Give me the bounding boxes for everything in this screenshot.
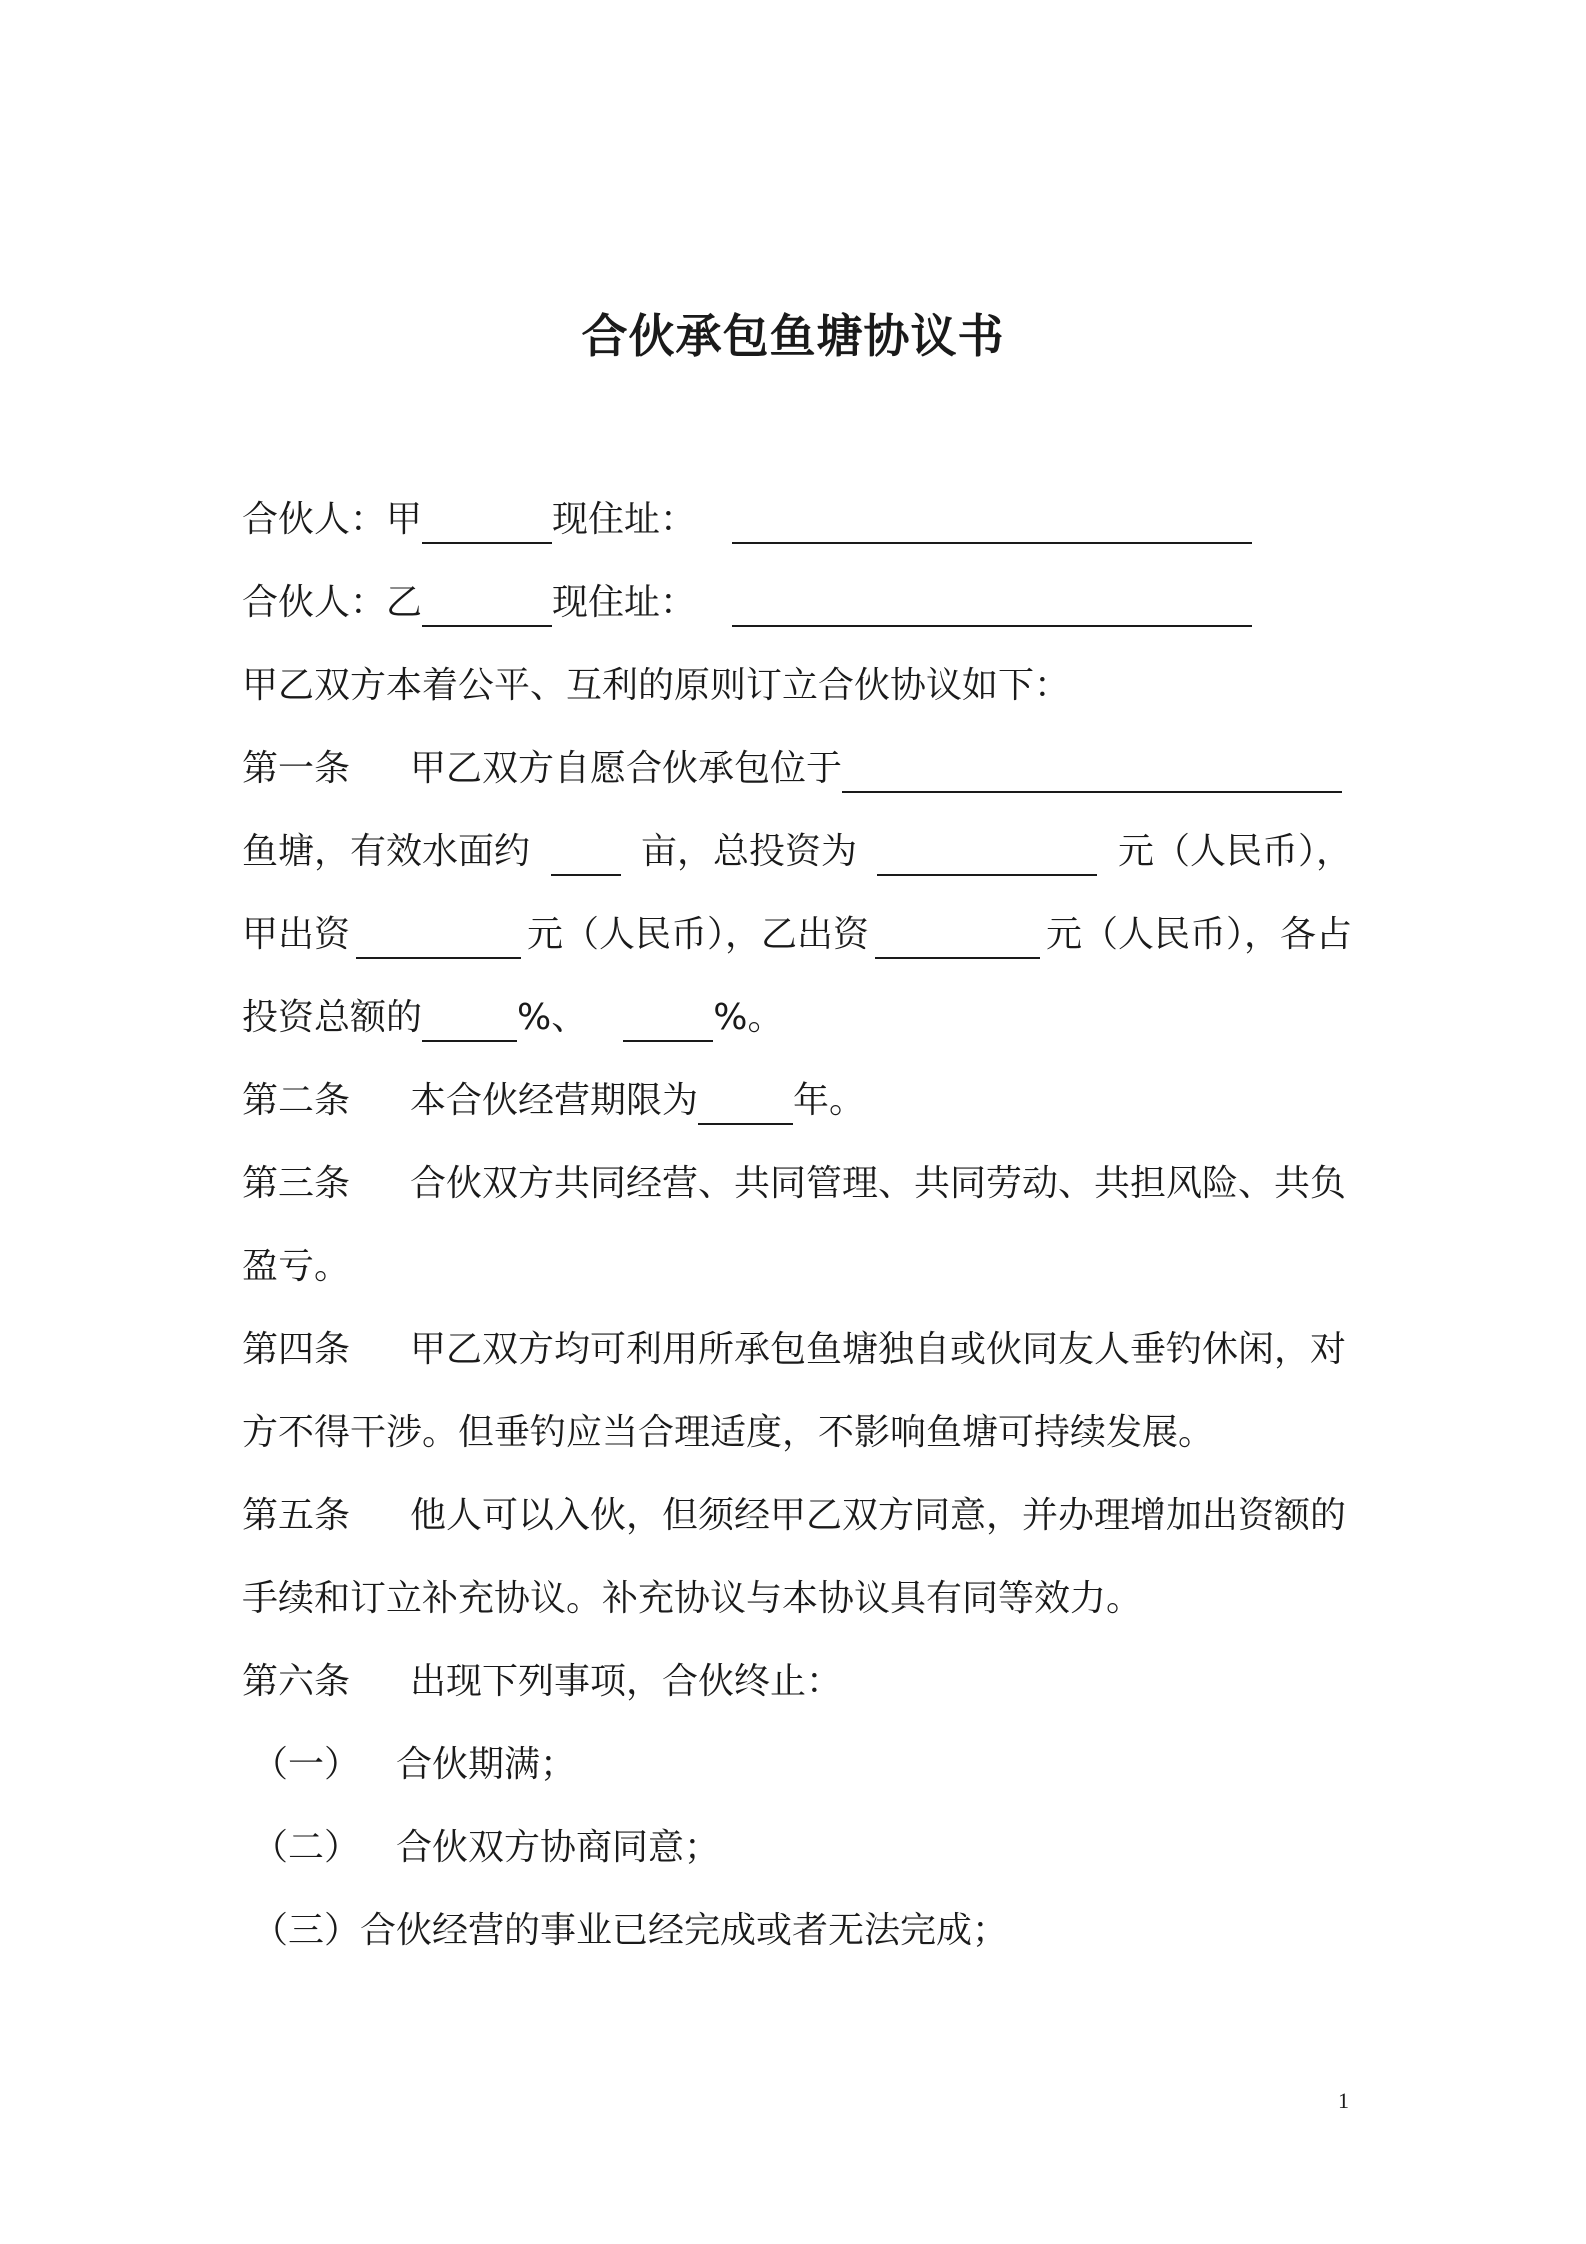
article-2 (242, 1071, 1352, 1154)
article-3-line-2 (242, 1237, 1352, 1320)
article-4-text-1: 甲乙双方均可利用所承包鱼塘独自或伙同友人垂钓休闲，对 (410, 1329, 1347, 1370)
preamble (242, 656, 1352, 739)
partner-a-line (242, 490, 1352, 573)
article-2-text-2: 年。 (793, 1080, 866, 1121)
article-4-text-2: 方不得干涉。但垂钓应当合理适度，不影响鱼塘可持续发展。 (242, 1412, 1215, 1453)
article-5-line-2 (242, 1569, 1352, 1652)
article-1-text-2c: 元（人民币）， (1117, 831, 1352, 872)
article-1-line-4 (242, 988, 1352, 1071)
article-4-heading: 第四条 (242, 1329, 351, 1370)
article-1-heading: 第一条 (242, 748, 351, 789)
preamble-text: 甲乙双方本着公平、互利的原则订立合伙协议如下： (242, 665, 1071, 706)
partner-a-name-blank (422, 490, 552, 544)
partner-a-address-blank (732, 490, 1252, 544)
article-6-heading: 第六条 (242, 1661, 351, 1702)
article-1-text-4b: %、 (517, 997, 588, 1038)
total-investment-blank (877, 822, 1097, 876)
list-item (242, 1735, 1352, 1818)
article-5-line-1 (242, 1486, 1352, 1569)
party-a-investment-blank (356, 905, 521, 959)
term-years-blank (698, 1071, 793, 1125)
list-item-number: （一） (252, 1744, 361, 1785)
article-1-line-1 (242, 739, 1352, 822)
location-blank (842, 739, 1342, 793)
partner-b-line (242, 573, 1352, 656)
article-1-text-2a: 鱼塘，有效水面约 (242, 831, 531, 872)
article-1-text-3b: 元（人民币），乙出资 (526, 914, 869, 955)
list-item-text: 合伙期满； (396, 1744, 577, 1785)
partner-a-label: 合伙人：甲 (242, 499, 423, 540)
article-5-heading: 第五条 (242, 1495, 351, 1536)
article-5-text-2: 手续和订立补充协议。补充协议与本协议具有同等效力。 (242, 1578, 1143, 1619)
article-4-line-1 (242, 1320, 1352, 1403)
article-3-text-2: 盈亏。 (242, 1246, 351, 1287)
partner-a-address-label: 现住址： (552, 499, 697, 540)
partner-b-address-label: 现住址： (552, 582, 697, 623)
list-item (242, 1901, 1352, 1984)
article-4-line-2 (242, 1403, 1352, 1486)
article-1-line-3 (242, 905, 1352, 988)
article-1-text-3a: 甲出资 (242, 914, 351, 955)
area-blank (551, 822, 621, 876)
article-1-text-4a: 投资总额的 (242, 997, 423, 1038)
article-1-text-3c: 元（人民币），各占 (1045, 914, 1352, 955)
article-5-text-1: 他人可以入伙，但须经甲乙双方同意，并办理增加出资额的 (410, 1495, 1347, 1536)
partner-b-name-blank (422, 573, 552, 627)
article-3-heading: 第三条 (242, 1163, 351, 1204)
article-6-line-1 (242, 1652, 1352, 1735)
list-item (242, 1818, 1352, 1901)
party-a-share-blank (422, 988, 517, 1042)
article-1-line-2 (242, 822, 1352, 905)
list-item-text: 合伙双方协商同意； (396, 1827, 721, 1868)
page-number: 1 (1338, 2088, 1349, 2113)
party-b-share-blank (623, 988, 713, 1042)
list-item-number: （二） (252, 1827, 361, 1868)
party-b-investment-blank (875, 905, 1040, 959)
page-title: 合伙承包鱼塘协议书 (581, 309, 1005, 363)
document-body (242, 490, 1352, 1984)
article-2-text-1: 本合伙经营期限为 (410, 1080, 699, 1121)
article-1-text-2b: 亩，总投资为 (640, 831, 857, 872)
article-3-text-1: 合伙双方共同经营、共同管理、共同劳动、共担风险、共负 (410, 1163, 1347, 1204)
article-2-heading: 第二条 (242, 1080, 351, 1121)
article-3-line-1 (242, 1154, 1352, 1237)
article-1-text-4c: %。 (713, 997, 784, 1038)
partner-b-label: 合伙人：乙 (242, 582, 423, 623)
list-item-number: （三） (252, 1910, 361, 1951)
article-1-text-1: 甲乙双方自愿合伙承包位于 (410, 748, 843, 789)
partner-b-address-blank (732, 573, 1252, 627)
list-item-text: 合伙经营的事业已经完成或者无法完成； (360, 1910, 1009, 1951)
article-6-text-1: 出现下列事项，合伙终止： (410, 1661, 843, 1702)
